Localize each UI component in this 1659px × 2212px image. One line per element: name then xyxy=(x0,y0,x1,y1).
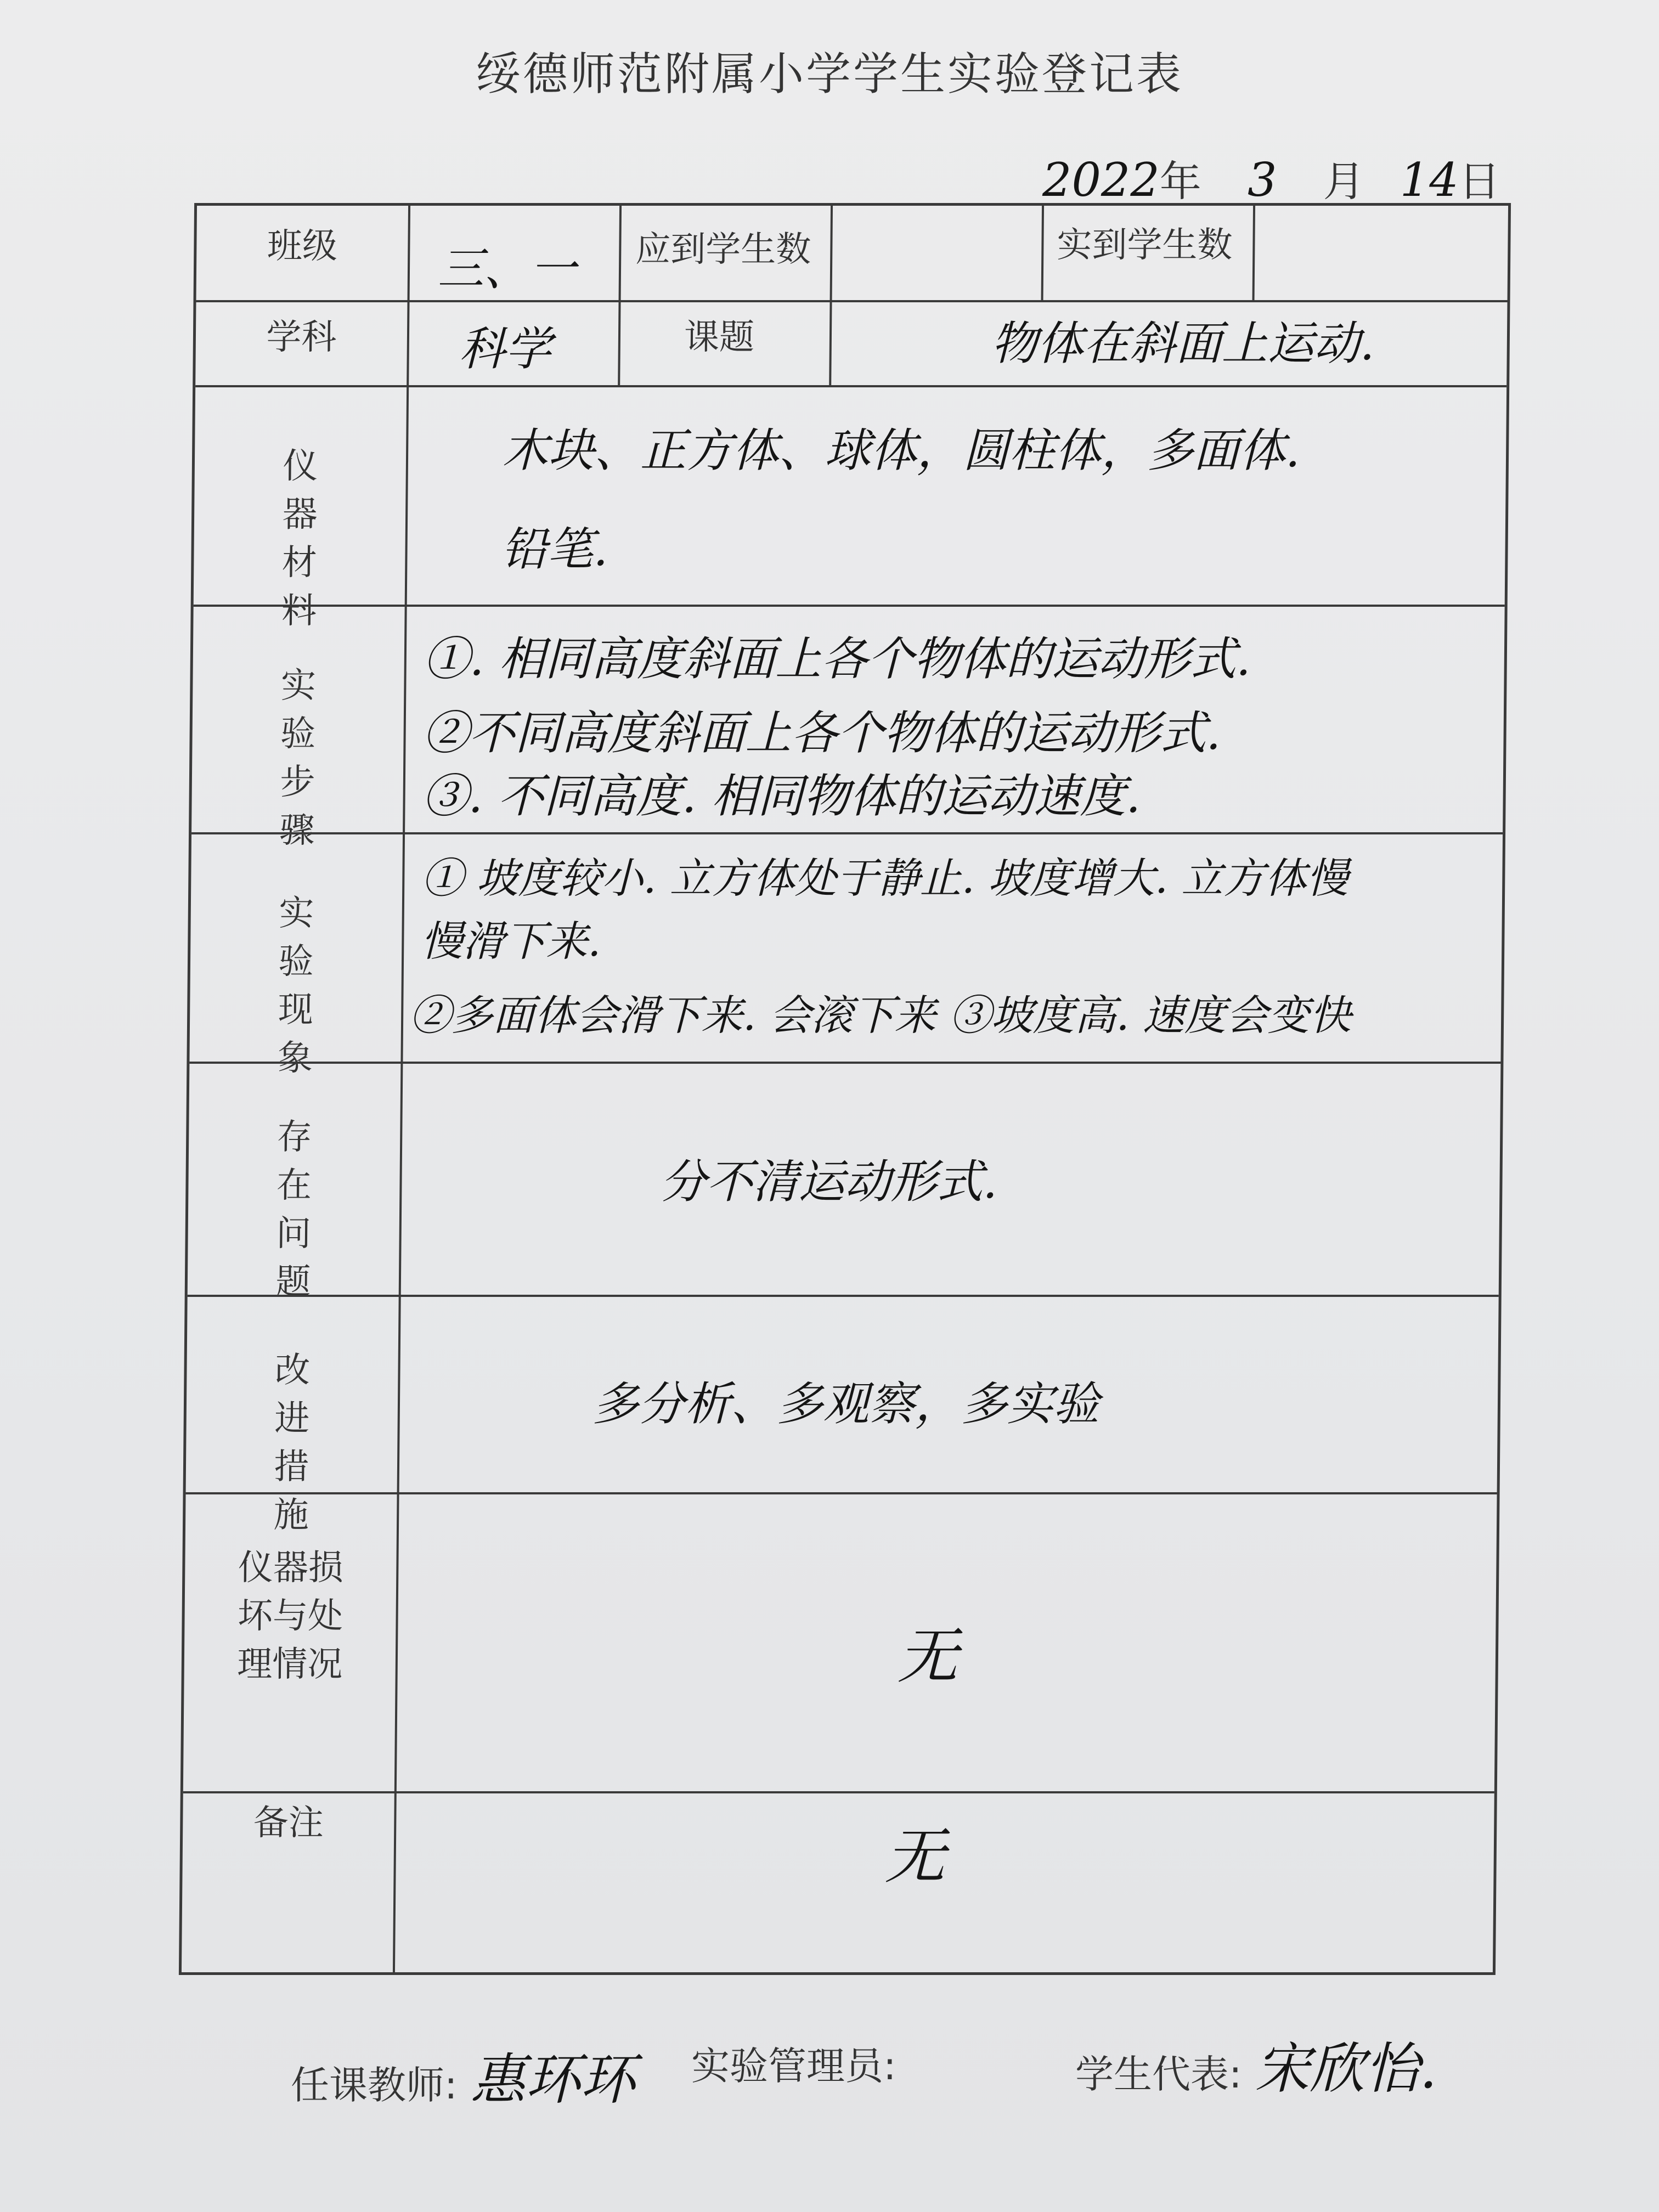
cell-divider xyxy=(1252,206,1256,300)
label-problems: 存在问题 xyxy=(275,1117,313,1302)
cell-divider xyxy=(1041,206,1045,300)
value-phenomena-line2: 慢滑下来. xyxy=(420,917,601,966)
row-materials xyxy=(194,385,1506,631)
value-step-3: ③. 不同高度. 相同物体的运动速度. xyxy=(422,769,1141,823)
label-expected-students: 应到学生数 xyxy=(635,229,811,270)
registration-table xyxy=(179,203,1511,1975)
value-subject: 科学 xyxy=(459,322,552,376)
row-damage xyxy=(183,1492,1497,1791)
date-day: 14 xyxy=(1400,153,1459,207)
value-phenomena-line3: ②多面体会滑下来. 会滚下来 ③坡度高. 速度会变快 xyxy=(409,991,1352,1040)
value-topic: 物体在斜面上运动. xyxy=(991,317,1375,370)
value-improvements: 多分析、多观察，多实验 xyxy=(592,1377,1100,1431)
student-label: 学生代表: xyxy=(1075,2052,1242,2097)
form-date xyxy=(1042,148,1500,208)
value-class: 三、一 xyxy=(437,242,577,296)
row-phenomena xyxy=(189,832,1503,1079)
row-class xyxy=(196,206,1509,300)
row-subject xyxy=(195,300,1507,385)
row-problems xyxy=(188,1062,1501,1302)
date-year-unit: 年 xyxy=(1159,157,1201,206)
cell-divider xyxy=(618,302,620,385)
signature-footer xyxy=(0,2024,1659,2112)
value-materials-line1: 木块、正方体、球体，圆柱体，多面体. xyxy=(501,424,1301,477)
value-damage: 无 xyxy=(897,1621,958,1691)
value-step-2: ②不同高度斜面上各个物体的运动形式. xyxy=(422,706,1221,760)
label-materials: 仪器材料 xyxy=(281,446,318,631)
admin-label: 实验管理员: xyxy=(691,2044,896,2089)
teacher-signature-block xyxy=(291,2035,635,2114)
label-phenomena: 实验现象 xyxy=(277,893,314,1079)
form-title: 绥德师范附属小学学生实验登记表 xyxy=(475,48,1183,100)
admin-signature-block xyxy=(691,2035,896,2091)
label-remarks: 备注 xyxy=(253,1803,324,1843)
date-month-unit: 月 xyxy=(1323,157,1365,206)
cell-divider xyxy=(830,206,833,300)
row-steps xyxy=(191,605,1505,851)
teacher-label: 任课教师: xyxy=(291,2063,458,2108)
date-day-unit: 日 xyxy=(1458,157,1500,206)
student-signature-block xyxy=(1075,2024,1437,2103)
date-month: 3 xyxy=(1247,153,1277,207)
row-improvements xyxy=(186,1295,1499,1536)
value-step-1: ①. 相同高度斜面上各个物体的运动形式. xyxy=(423,632,1251,686)
label-damage: 仪器损坏与处理情况 xyxy=(237,1548,344,1685)
value-problems: 分不清运动形式. xyxy=(660,1155,998,1209)
teacher-signature: 惠环环 xyxy=(470,2047,635,2112)
label-actual-students: 实到学生数 xyxy=(1057,225,1233,266)
label-topic: 课题 xyxy=(684,317,755,358)
cell-divider xyxy=(619,206,622,300)
label-class: 班级 xyxy=(267,226,338,267)
value-remarks: 无 xyxy=(884,1821,946,1892)
value-phenomena-line1: ① 坡度较小. 立方体处于静止. 坡度增大. 立方体慢 xyxy=(421,854,1348,902)
label-subject: 学科 xyxy=(266,317,337,358)
row-remarks xyxy=(182,1791,1494,1975)
value-materials-line2: 铅笔. xyxy=(501,522,608,576)
label-improvements: 改进措施 xyxy=(273,1350,311,1536)
label-steps: 实验步骤 xyxy=(279,665,317,851)
student-signature: 宋欣怡. xyxy=(1255,2036,1437,2101)
cell-divider xyxy=(829,302,832,385)
date-year: 2022 xyxy=(1042,153,1160,207)
